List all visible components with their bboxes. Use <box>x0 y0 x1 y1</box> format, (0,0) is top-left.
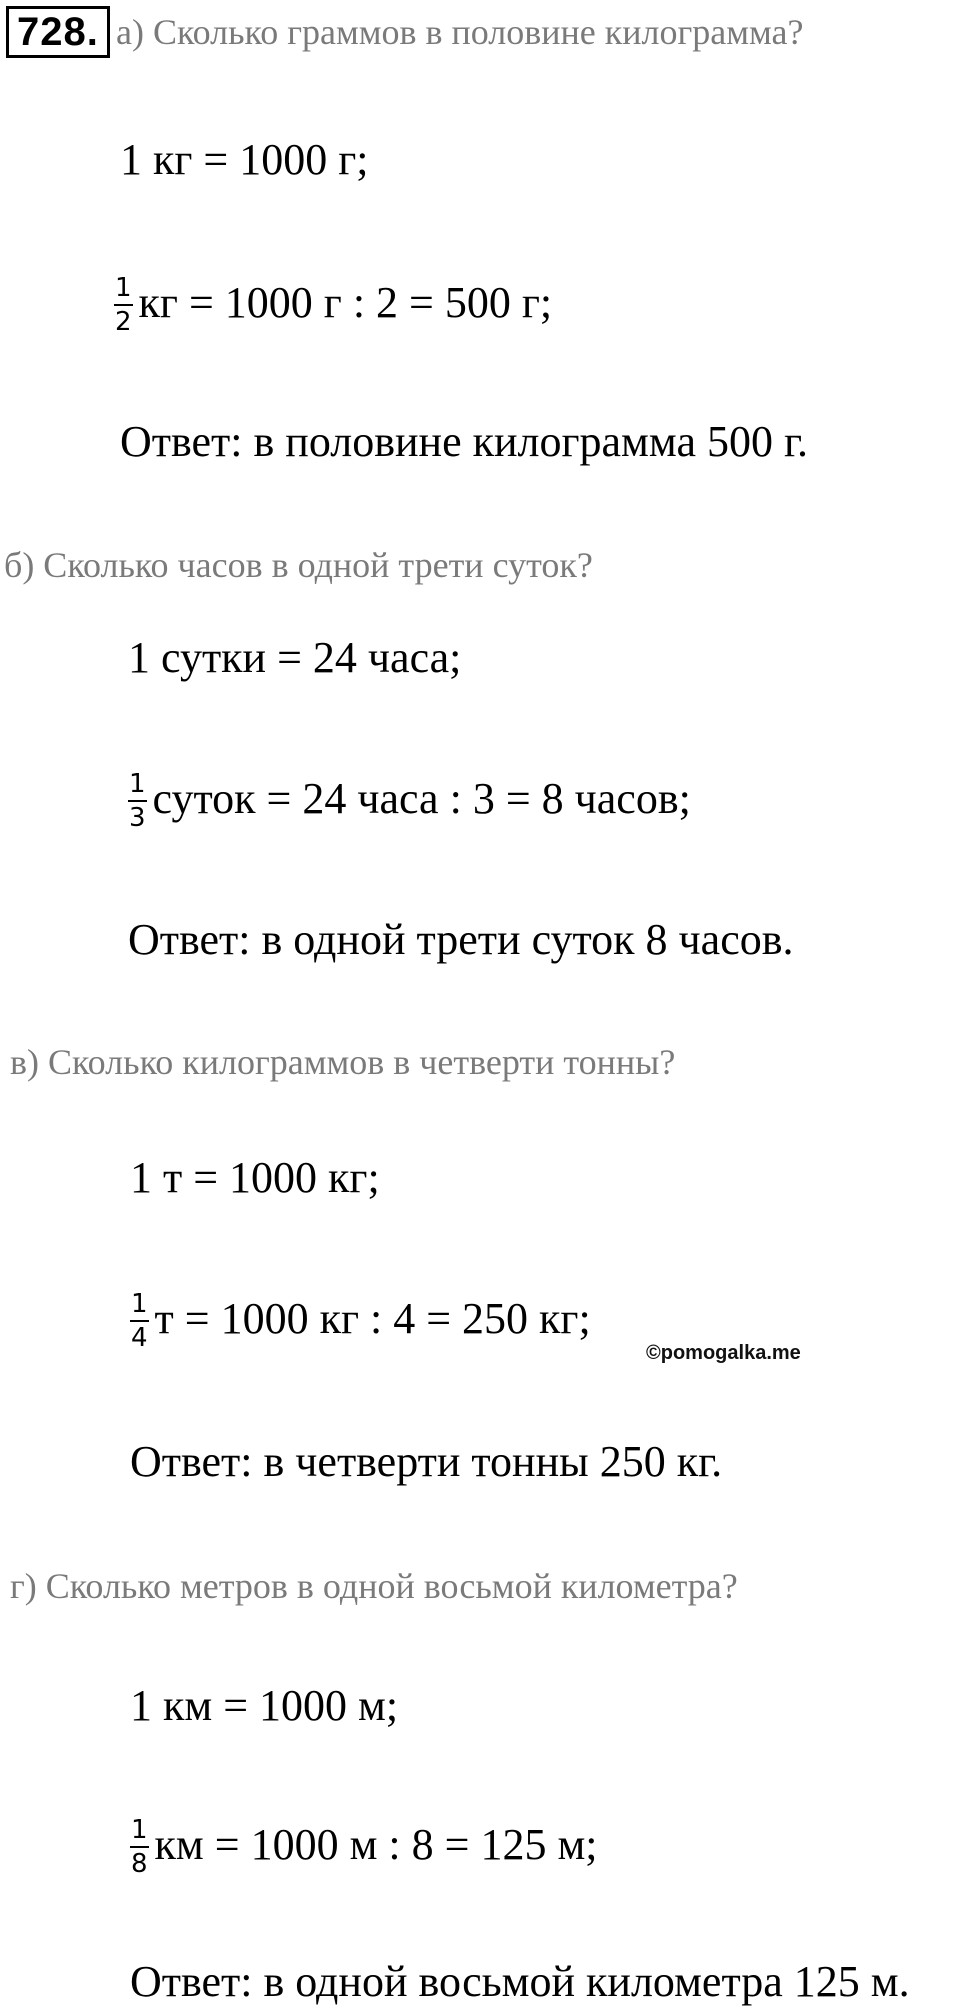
line1-b: 1 сутки = 24 часа; <box>128 633 462 682</box>
fraction-denominator: 3 <box>129 803 146 833</box>
line2-d <box>130 1815 598 1880</box>
answer-a: Ответ: в половине килограмма 500 г. <box>120 417 809 466</box>
line2-text: км = 1000 м : 8 = 125 м; <box>154 1820 598 1870</box>
line2-c <box>130 1289 591 1354</box>
question-b: б) Сколько часов в одной трети суток? <box>4 545 593 585</box>
question-d: г) Сколько метров в одной восьмой километра? <box>10 1566 738 1606</box>
line2-text: т = 1000 кг : 4 = 250 кг; <box>154 1294 591 1344</box>
fraction-denominator: 4 <box>131 1323 148 1353</box>
fraction-numerator: 1 <box>114 274 133 306</box>
watermark: ©pomogalka.me <box>646 1342 801 1364</box>
problem-number: 728. <box>6 6 110 58</box>
line1-d: 1 км = 1000 м; <box>130 1681 399 1730</box>
line1-a: 1 кг = 1000 г; <box>120 135 369 184</box>
fraction-numerator: 1 <box>130 1290 149 1322</box>
line2-a <box>114 273 553 338</box>
line1-c: 1 т = 1000 кг; <box>130 1153 380 1202</box>
question-c: в) Сколько килограммов в четверти тонны? <box>10 1042 676 1082</box>
answer-d: Ответ: в одной восьмой километра 125 м. <box>130 1957 910 2006</box>
fraction-numerator: 1 <box>130 1816 149 1848</box>
fraction-denominator: 2 <box>115 307 132 337</box>
fraction-b <box>128 770 147 832</box>
fraction-d <box>130 1816 149 1878</box>
fraction-a <box>114 274 133 336</box>
line2-b <box>128 769 691 834</box>
question-a: а) Сколько граммов в половине килограмма? <box>116 12 804 52</box>
line2-text: кг = 1000 г : 2 = 500 г; <box>138 278 553 328</box>
answer-c: Ответ: в четверти тонны 250 кг. <box>130 1437 723 1486</box>
fraction-numerator: 1 <box>128 770 147 802</box>
line2-text: суток = 24 часа : 3 = 8 часов; <box>152 774 691 824</box>
answer-b: Ответ: в одной трети суток 8 часов. <box>128 915 794 964</box>
fraction-c <box>130 1290 149 1352</box>
fraction-denominator: 8 <box>131 1849 148 1879</box>
